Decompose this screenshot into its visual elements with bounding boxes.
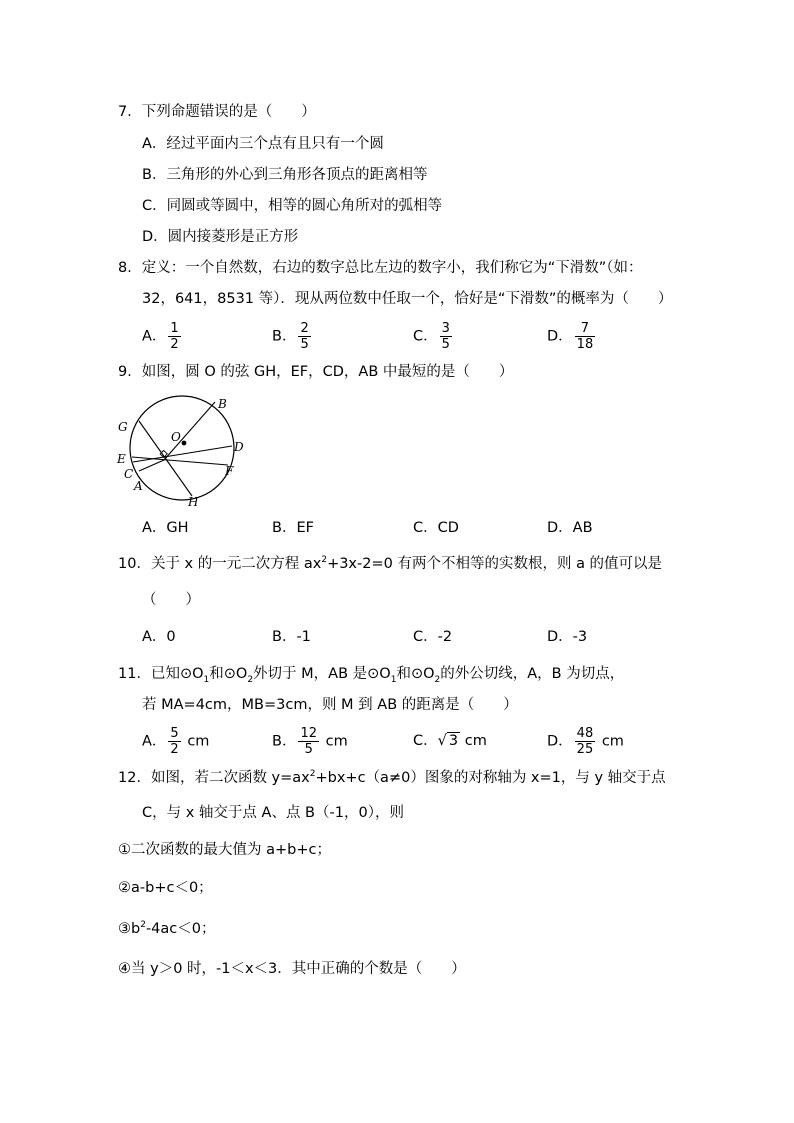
q11-option-a-unit: cm bbox=[187, 733, 210, 750]
q8-option-c-numerator: 3 bbox=[441, 321, 450, 336]
q11-option-d-numerator: 48 bbox=[576, 726, 594, 741]
q11-l1-s2: 2 bbox=[247, 674, 254, 685]
q11-option-a bbox=[142, 726, 209, 757]
q8-option-c-label: C． bbox=[413, 328, 438, 345]
q12-s3-post: -4ac＜0； bbox=[145, 921, 216, 937]
q8-option-a-label: A． bbox=[142, 328, 167, 345]
q12-statement-1: ①二次函数的最大值为 a+b+c； bbox=[118, 842, 331, 858]
q12-statement-4: ④当 y＞0 时，-1＜x＜3．其中正确的个数是（ ） bbox=[118, 961, 466, 977]
q11-l1-p2: 和⊙O bbox=[209, 666, 248, 682]
q11-l1-s3: 1 bbox=[390, 674, 397, 685]
label-e: E bbox=[117, 452, 126, 466]
q11-option-d-fraction bbox=[575, 726, 596, 757]
q11-l1-p3: 外切于 M，AB 是⊙O bbox=[253, 666, 391, 682]
q7-option-a: A．经过平面内三个点有且只有一个圆 bbox=[142, 136, 384, 152]
q11-option-d bbox=[547, 726, 624, 757]
q11-option-b-label: B． bbox=[272, 733, 297, 750]
q12-stem-line1 bbox=[118, 768, 666, 788]
q12-s3-pre: ③b bbox=[118, 921, 141, 937]
q11-option-c-sqrt: √ 3 bbox=[437, 733, 459, 749]
q8-option-b-denominator: 5 bbox=[300, 337, 309, 352]
q12-s3-sup: 2 bbox=[140, 920, 146, 931]
q11-option-d-unit: cm bbox=[601, 733, 624, 750]
q8-option-d-fraction bbox=[575, 321, 596, 352]
q11-stem-line2: 若 MA=4cm，MB=3cm，则 M 到 AB 的距离是（ ） bbox=[142, 697, 518, 713]
q8-option-b-label: B． bbox=[272, 328, 297, 345]
q11-option-b-denominator: 5 bbox=[304, 742, 313, 757]
q8-option-a bbox=[142, 321, 183, 352]
q11-option-d-label: D． bbox=[547, 733, 573, 750]
q10-stem-line2: （ ） bbox=[142, 592, 200, 608]
label-a: A bbox=[134, 479, 143, 493]
label-h: H bbox=[188, 495, 199, 509]
chord-ab-lower bbox=[139, 460, 164, 471]
q8-option-a-denominator: 2 bbox=[170, 337, 179, 352]
q9-stem: 9．如图，圆 O 的弦 GH，EF，CD，AB 中最短的是（ ） bbox=[118, 364, 514, 380]
q9-option-b: B．EF bbox=[272, 520, 314, 536]
q8-option-b-fraction bbox=[298, 321, 310, 352]
center-o-dot bbox=[182, 441, 187, 446]
q11-l1-s4: 2 bbox=[434, 674, 441, 685]
q7-option-b: B．三角形的外心到三角形各顶点的距离相等 bbox=[142, 167, 428, 183]
q9-option-c: C．CD bbox=[413, 520, 459, 536]
q10-option-b: B．-1 bbox=[272, 629, 311, 645]
q12-stem-line2: C，与 x 轴交于点 A、点 B（-1，0），则 bbox=[142, 805, 404, 821]
label-c: C bbox=[124, 467, 134, 481]
q12-l1-pre: 12．如图，若二次函数 y=ax bbox=[118, 770, 310, 786]
q11-option-a-denominator: 2 bbox=[170, 742, 179, 757]
label-b: B bbox=[218, 397, 227, 411]
label-g: G bbox=[118, 420, 128, 434]
q8-option-b bbox=[272, 321, 313, 352]
q8-option-a-numerator: 1 bbox=[170, 321, 179, 336]
q8-stem-line1: 8．定义：一个自然数，右边的数字总比左边的数字小，我们称它为“下滑数”（如： bbox=[118, 260, 643, 276]
q11-option-a-numerator: 5 bbox=[170, 726, 179, 741]
q11-stem-line1 bbox=[118, 664, 624, 684]
q7-option-d: D．圆内接菱形是正方形 bbox=[142, 229, 299, 245]
q11-option-a-fraction bbox=[168, 726, 180, 757]
q11-l1-p5: 的外公切线，A，B 为切点， bbox=[440, 666, 625, 682]
q10-option-d: D．-3 bbox=[547, 629, 588, 645]
q8-option-c bbox=[413, 321, 454, 352]
q8-option-d-numerator: 7 bbox=[575, 321, 596, 337]
q11-option-c-radicand: 3 bbox=[448, 733, 459, 749]
chord-cd bbox=[133, 446, 232, 462]
q11-option-c bbox=[413, 731, 487, 751]
q10-stem-post: +3x-2=0 有两个不相等的实数根，则 a 的值可以是 bbox=[327, 556, 663, 572]
q12-statement-2: ②a-b+c＜0； bbox=[118, 880, 213, 896]
q8-stem-line2: 32，641，8531 等）．现从两位数中任取一个，恰好是“下滑数”的概率为（ ） bbox=[142, 291, 673, 307]
q8-option-c-fraction bbox=[440, 321, 452, 352]
label-d: D bbox=[234, 440, 244, 454]
q11-option-b bbox=[272, 726, 348, 757]
q8-option-d-denominator: 18 bbox=[576, 337, 594, 352]
q11-l1-s1: 1 bbox=[203, 674, 210, 685]
q11-option-a-label: A． bbox=[142, 733, 167, 750]
q11-option-d-denominator: 25 bbox=[576, 742, 594, 757]
q7-stem: 7．下列命题错误的是（ ） bbox=[118, 104, 316, 120]
q12-statement-3 bbox=[118, 919, 215, 939]
q12-l1-sup: 2 bbox=[309, 769, 316, 780]
q11-option-b-numerator: 12 bbox=[300, 726, 317, 741]
q10-option-c: C．-2 bbox=[413, 629, 453, 645]
q8-option-d-label: D． bbox=[547, 328, 573, 345]
q11-option-c-label: C． bbox=[413, 733, 438, 749]
q10-option-a: A．0 bbox=[142, 629, 176, 645]
q8-option-a-fraction bbox=[168, 321, 180, 352]
q11-option-b-unit: cm bbox=[325, 733, 348, 750]
q12-l1-post: +bx+c（a≠0）图象的对称轴为 x=1，与 y 轴交于点 bbox=[315, 770, 666, 786]
q9-option-d: D．AB bbox=[547, 520, 593, 536]
q10-stem-pre: 10．关于 x 的一元二次方程 ax bbox=[118, 556, 322, 572]
q11-l1-p1: 11．已知⊙O bbox=[118, 666, 204, 682]
q11-option-c-unit: cm bbox=[464, 733, 487, 749]
q7-option-c: C．同圆或等圆中，相等的圆心角所对的弧相等 bbox=[142, 198, 443, 214]
q10-stem-line1 bbox=[118, 554, 662, 574]
q11-l1-p4: 和⊙O bbox=[396, 666, 435, 682]
q11-option-b-fraction bbox=[298, 726, 319, 757]
q9-option-a: A．GH bbox=[142, 520, 189, 536]
q8-option-d bbox=[547, 321, 597, 352]
q8-option-c-denominator: 5 bbox=[441, 337, 450, 352]
q9-circle-figure bbox=[112, 388, 252, 510]
chord-ef bbox=[132, 457, 228, 465]
q8-option-b-numerator: 2 bbox=[300, 321, 309, 336]
q10-stem-sup: 2 bbox=[321, 555, 328, 566]
label-f: F bbox=[225, 464, 234, 478]
label-o: O bbox=[171, 430, 181, 444]
